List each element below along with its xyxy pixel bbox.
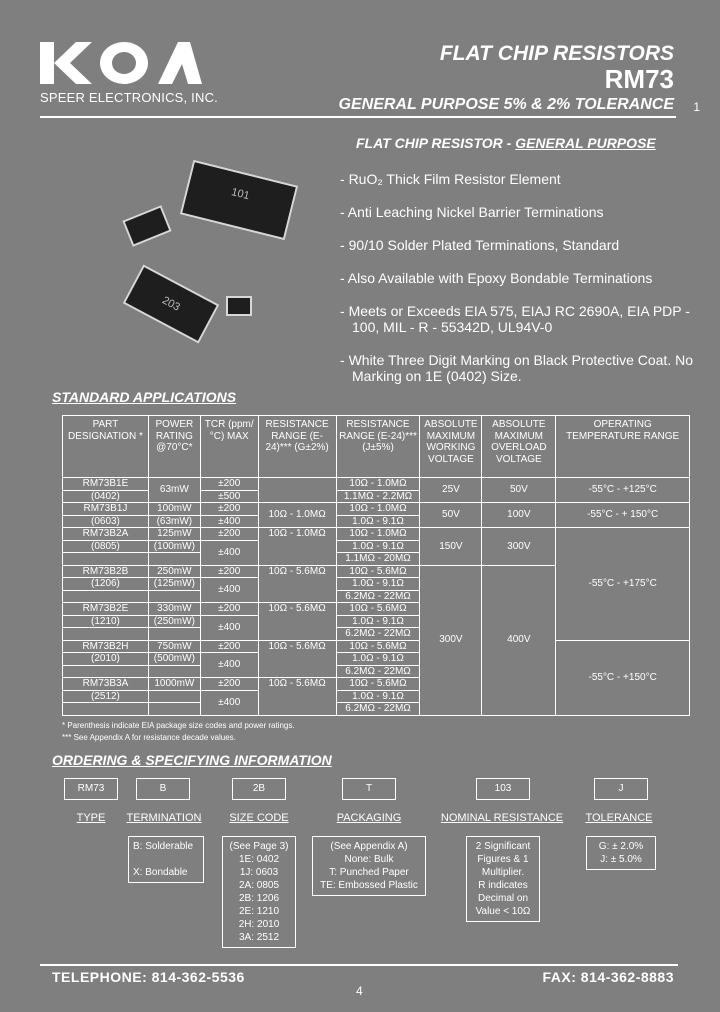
table-footnotes [62, 720, 295, 744]
resistance-range-j: 1.1MΩ - 20MΩ [336, 553, 420, 566]
option-text: Multiplier. [481, 867, 525, 878]
tcr-value: ±400 [200, 540, 258, 565]
footnote: * Parenthesis indicate EIA package size codes and power ratings. [62, 721, 295, 730]
power-rating-alt: (250mW) [148, 615, 200, 628]
working-voltage: 150V [420, 528, 482, 566]
power-rating: 330mW [148, 603, 200, 616]
column-header: ABSOLUTE MAXIMUM WORKING VOLTAGE [420, 416, 482, 478]
option-text: X: Bondable [133, 867, 188, 878]
tcr-value: ±200 [200, 565, 258, 578]
power-rating-alt: (100mW) [148, 540, 200, 553]
part-size: (0402) [63, 490, 149, 503]
tcr-value: ±400 [200, 515, 258, 528]
option-text: 3A: 2512 [238, 932, 280, 943]
termination-options [128, 836, 204, 883]
resistance-range-j: 10Ω - 1.0MΩ [336, 478, 420, 491]
resistance-range-j: 10Ω - 1.0MΩ [336, 503, 420, 516]
part-designation: RM73B2H [63, 640, 149, 653]
overload-voltage: 300V [482, 528, 556, 566]
tcr-value: ±400 [200, 615, 258, 640]
option-text: Decimal on [477, 893, 529, 904]
table-header-row [63, 416, 690, 478]
tcr-value: ±200 [200, 678, 258, 691]
option-text: 2E: 1210 [238, 906, 280, 917]
termination-label: TERMINATION [126, 812, 202, 824]
ordering-title: ORDERING & SPECIFYING INFORMATION [52, 752, 332, 768]
option-text: None: Bulk [344, 854, 394, 865]
part-designation: RM73B3A [63, 678, 149, 691]
corner-mark: 1 [693, 100, 700, 114]
column-header: RESISTANCE RANGE (E-24)*** (G±2%) [258, 416, 336, 478]
feature-item: - Meets or Exceeds EIA 575, EIAJ RC 2690A, EIA PDP - 100, MIL - R - 55342D, UL94V-0 [340, 303, 700, 335]
power-rating-alt: (125mW) [148, 578, 200, 591]
part-designation: RM73B2B [63, 565, 149, 578]
option-text: TE: Embossed Plastic [320, 880, 418, 891]
size-code-options [222, 836, 296, 948]
option-text: G: ± 2.0% [598, 841, 644, 852]
part-size: (1206) [63, 578, 149, 591]
resistance-range-j: 6.2MΩ - 22MΩ [336, 665, 420, 678]
tcr-value: ±400 [200, 690, 258, 715]
company-name: SPEER ELECTRONICS, INC. [40, 90, 218, 105]
option-text: (See Appendix A) [330, 841, 408, 852]
model-number: RM73 [604, 64, 674, 94]
column-header: ABSOLUTE MAXIMUM OVERLOAD VOLTAGE [482, 416, 556, 478]
temperature-range: -55°C - +175°C [556, 528, 690, 641]
tcr-value: ±200 [200, 603, 258, 616]
part-designation: RM73B2A [63, 528, 149, 541]
resistance-range-g: 10Ω - 1.0MΩ [258, 503, 336, 528]
power-rating: 750mW [148, 640, 200, 653]
tcr-value: ±400 [200, 653, 258, 678]
power-rating: 125mW [148, 528, 200, 541]
tcr-value: ±200 [200, 528, 258, 541]
section-title-emphasis: GENERAL PURPOSE [515, 135, 656, 151]
footnote: *** See Appendix A for resistance decade values. [62, 733, 236, 742]
option-text: R indicates [478, 880, 528, 891]
part-designation: RM73B1E [63, 478, 149, 491]
page-subtitle: GENERAL PURPOSE 5% & 2% TOLERANCE [338, 96, 674, 113]
resistance-range-g: 10Ω - 5.6MΩ [258, 678, 336, 716]
column-header: OPERATING TEMPERATURE RANGE [556, 416, 690, 478]
power-rating-alt: (500mW) [148, 653, 200, 666]
resistance-range-j: 1.0Ω - 9.1Ω [336, 515, 420, 528]
packaging-code-box: T [342, 778, 396, 800]
working-voltage: 25V [420, 478, 482, 503]
page-title: FLAT CHIP RESISTORS [439, 42, 674, 65]
standard-applications-title: STANDARD APPLICATIONS [52, 389, 237, 405]
size-code-box: 2B [232, 778, 286, 800]
option-text: 2H: 2010 [238, 919, 280, 930]
resistance-range-j: 10Ω - 5.6MΩ [336, 565, 420, 578]
resistance-range-g: 10Ω - 5.6MΩ [258, 640, 336, 678]
temperature-range: -55°C - +125°C [556, 478, 690, 503]
tolerance-code-box: J [594, 778, 648, 800]
part-designation: RM73B2E [63, 603, 149, 616]
koa-logo [40, 38, 202, 86]
overload-voltage: 50V [482, 478, 556, 503]
type-code-box: RM73 [64, 778, 118, 800]
resistance-options [466, 836, 540, 922]
tcr-value: ±200 [200, 478, 258, 491]
overload-voltage: 400V [482, 565, 556, 715]
feature-item: - Anti Leaching Nickel Barrier Terminations [340, 204, 700, 220]
option-text: 2A: 0805 [238, 880, 280, 891]
packaging-label: PACKAGING [336, 812, 402, 824]
spec-table [62, 415, 690, 716]
option-text: Figures & 1 [477, 854, 529, 865]
tcr-value: ±500 [200, 490, 258, 503]
footer-divider [40, 964, 678, 966]
overload-voltage: 100V [482, 503, 556, 528]
part-size: (0805) [63, 540, 149, 553]
column-header: POWER RATING @70°C* [148, 416, 200, 478]
header-divider [40, 116, 676, 118]
option-text: 1E: 0402 [238, 854, 280, 865]
working-voltage: 50V [420, 503, 482, 528]
feature-item: - White Three Digit Marking on Black Protective Coat. No Marking on 1E (0402) Size. [340, 352, 700, 384]
part-size: (2512) [63, 690, 149, 703]
resistance-label: NOMINAL RESISTANCE [440, 812, 564, 824]
chip-resistor-image [122, 205, 171, 247]
resistance-range-j: 1.0Ω - 9.1Ω [336, 690, 420, 703]
resistance-range-j: 6.2MΩ - 22MΩ [336, 590, 420, 603]
column-header: PART DESIGNATION * [63, 416, 149, 478]
resistance-range-g [258, 478, 336, 503]
resistance-range-j: 6.2MΩ - 22MΩ [336, 628, 420, 641]
resistance-range-j: 10Ω - 5.6MΩ [336, 603, 420, 616]
resistance-range-j: 10Ω - 5.6MΩ [336, 640, 420, 653]
power-rating: 250mW [148, 565, 200, 578]
type-label: TYPE [76, 812, 106, 824]
feature-list [340, 171, 700, 401]
tolerance-label: TOLERANCE [585, 812, 653, 824]
telephone: TELEPHONE: 814-362-5536 [52, 969, 245, 985]
option-text: 1J: 0603 [239, 867, 279, 878]
resistance-range-g: 10Ω - 5.6MΩ [258, 565, 336, 603]
part-size: (2010) [63, 653, 149, 666]
resistance-range-j: 6.2MΩ - 22MΩ [336, 703, 420, 716]
packaging-options [312, 836, 426, 896]
feature-item: - Also Available with Epoxy Bondable Terminations [340, 270, 700, 286]
part-designation: RM73B1J [63, 503, 149, 516]
resistance-code-box: 103 [476, 778, 530, 800]
resistance-range-j: 1.0Ω - 9.1Ω [336, 615, 420, 628]
column-header: TCR (ppm/°C) MAX [200, 416, 258, 478]
resistance-range-j: 1.1MΩ - 2.2MΩ [336, 490, 420, 503]
option-text: B: Solderable [133, 841, 194, 852]
resistance-range-j: 1.0Ω - 9.1Ω [336, 540, 420, 553]
part-size: (1210) [63, 615, 149, 628]
part-size: (0603) [63, 515, 149, 528]
fax: FAX: 814-362-8883 [542, 969, 674, 985]
section-title [356, 135, 656, 151]
option-text: J: ± 5.0% [600, 854, 642, 865]
temperature-range: -55°C - +150°C [556, 640, 690, 715]
table-row [63, 478, 690, 491]
column-header: RESISTANCE RANGE (E-24)*** (J±5%) [336, 416, 420, 478]
chip-resistor-image: 101 [180, 160, 298, 240]
tcr-value: ±200 [200, 503, 258, 516]
working-voltage: 300V [420, 565, 482, 715]
resistance-range-g: 10Ω - 1.0MΩ [258, 528, 336, 566]
page-number: 4 [356, 984, 363, 998]
temperature-range: -55°C - + 150°C [556, 503, 690, 528]
feature-item: - 90/10 Solder Plated Terminations, Standard [340, 237, 700, 253]
tcr-value: ±400 [200, 578, 258, 603]
option-text: 2 Significant [475, 841, 531, 852]
table-row [63, 528, 690, 541]
tolerance-options [586, 836, 656, 870]
option-text: (See Page 3) [229, 841, 289, 852]
size-code-label: SIZE CODE [229, 812, 289, 824]
resistance-range-j: 10Ω - 5.6MΩ [336, 678, 420, 691]
resistance-range-j: 1.0Ω - 9.1Ω [336, 578, 420, 591]
option-text: T: Punched Paper [329, 867, 409, 878]
power-rating: 63mW [148, 478, 200, 503]
resistance-range-g: 10Ω - 5.6MΩ [258, 603, 336, 641]
resistance-range-j: 10Ω - 1.0MΩ [336, 528, 420, 541]
termination-code-box: B [136, 778, 190, 800]
power-rating: 1000mW [148, 678, 200, 691]
chip-resistor-image [226, 296, 252, 316]
feature-item: - RuO₂ Thick Film Resistor Element [340, 171, 700, 187]
option-text: Value < 10Ω [475, 906, 531, 917]
power-rating: 100mW [148, 503, 200, 516]
chip-resistor-image: 203 [123, 264, 220, 343]
resistance-range-j: 1.0Ω - 9.1Ω [336, 653, 420, 666]
power-rating-alt: (63mW) [148, 515, 200, 528]
table-row [63, 503, 690, 516]
option-text: 2B: 1206 [238, 893, 280, 904]
table-row [63, 640, 690, 653]
tcr-value: ±200 [200, 640, 258, 653]
section-title-prefix: FLAT CHIP RESISTOR - [356, 135, 516, 151]
